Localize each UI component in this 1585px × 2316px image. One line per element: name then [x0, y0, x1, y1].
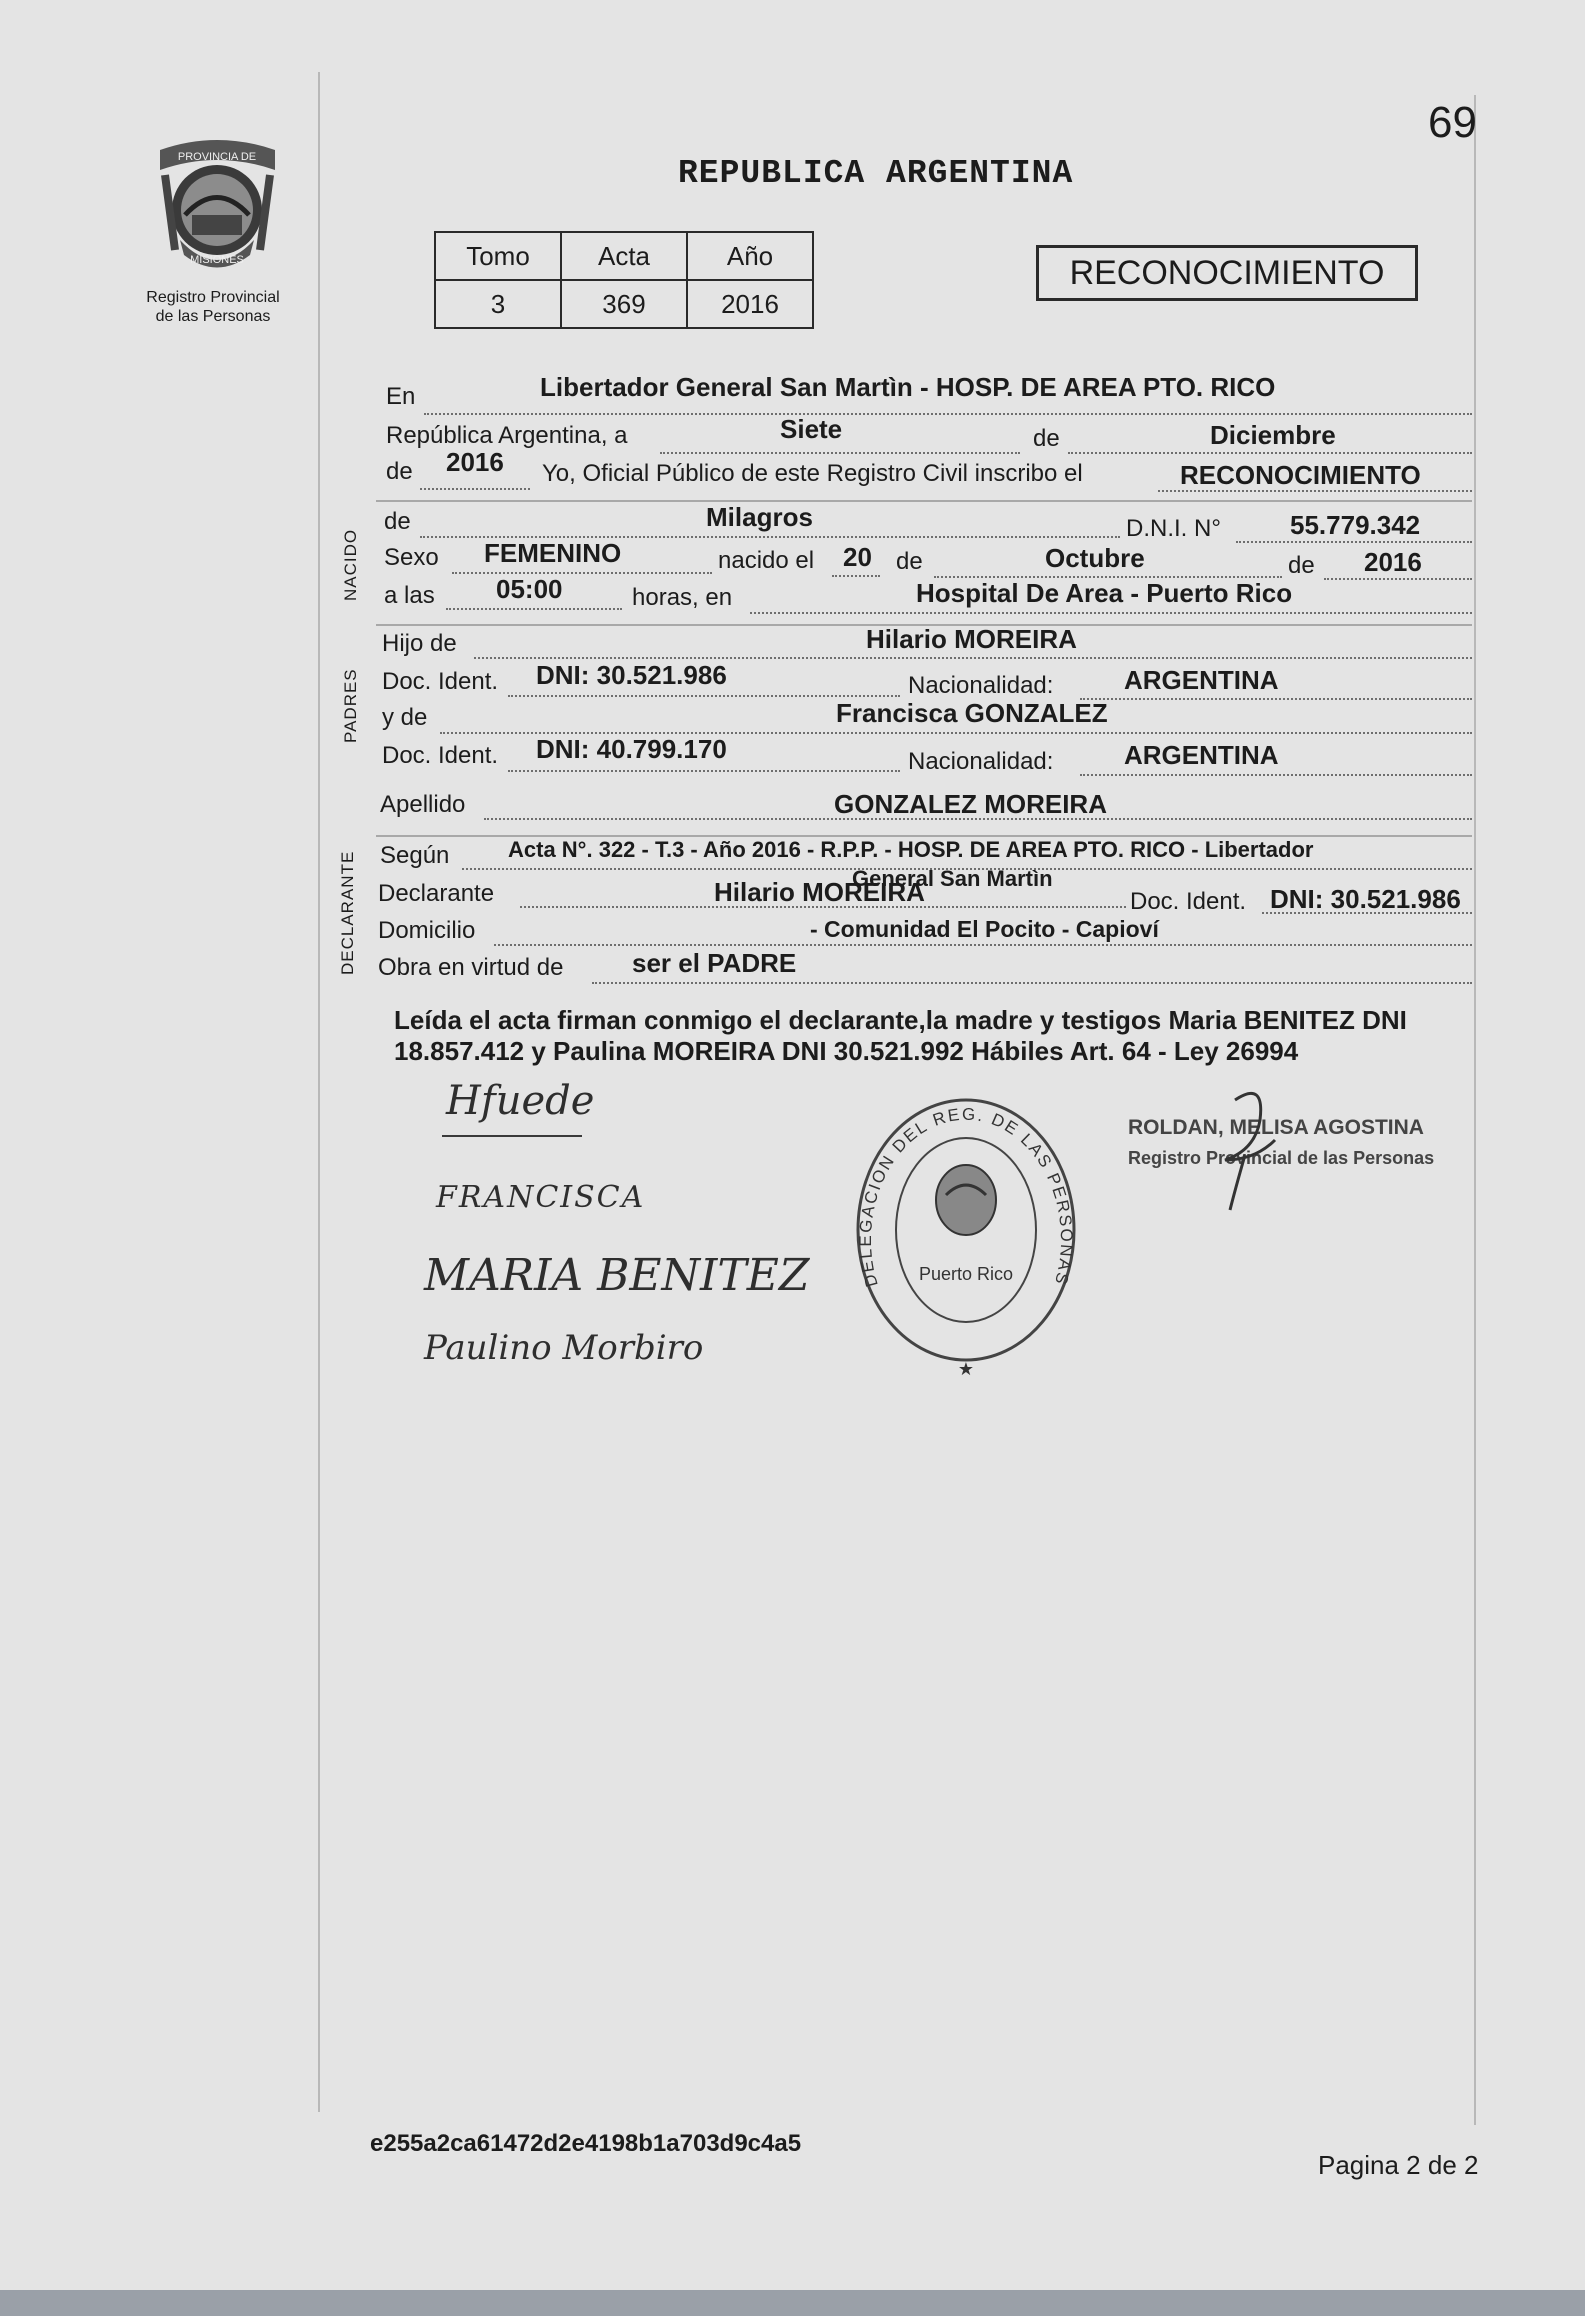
- registry-round-stamp-icon: [848, 1085, 1084, 1395]
- label-de: de: [386, 458, 413, 485]
- signature-father: Hfuede: [446, 1078, 595, 1124]
- label-nacido-el: nacido el: [718, 547, 815, 574]
- label-a-las: a las: [384, 582, 435, 609]
- field-dni: 55.779.342: [1290, 510, 1421, 540]
- section-label-declarante: DECLARANTE: [338, 850, 357, 975]
- label-declarante: Declarante: [378, 880, 495, 907]
- field-father-name: Hilario MOREIRA: [866, 624, 1077, 654]
- fill-line: [424, 413, 1472, 415]
- fill-line: [508, 695, 900, 697]
- field-father-doc: DNI: 30.521.986: [536, 660, 727, 690]
- label-nacionalidad: Nacionalidad:: [908, 672, 1054, 699]
- fill-line: [420, 488, 530, 490]
- field-year: 2016: [446, 447, 504, 477]
- registry-caption-line2: de las Personas: [155, 308, 271, 325]
- fill-line: [660, 452, 1020, 454]
- provincia-seal-icon: [150, 130, 285, 285]
- label-hijo-de: Hijo de: [382, 630, 457, 657]
- registry-caption-line1: Registro Provincial: [146, 289, 280, 306]
- fill-line: [750, 612, 1472, 614]
- record-table-value-row: [435, 280, 813, 328]
- official-name: ROLDAN, MELISA AGOSTINA: [1128, 1116, 1424, 1139]
- fill-line: [508, 770, 900, 772]
- label-dni: D.N.I. N°: [1126, 515, 1221, 542]
- fill-line: [1080, 774, 1472, 776]
- label-de: de: [1033, 425, 1060, 452]
- field-declarant: Hilario MOREIRA: [714, 877, 925, 907]
- field-sex: FEMENINO: [484, 538, 622, 568]
- country-title: REPUBLICA ARGENTINA: [678, 155, 1074, 192]
- official-seal: [848, 1085, 1084, 1395]
- field-month: Diciembre: [1210, 420, 1336, 450]
- act-type-box: RECONOCIMIENTO: [1036, 245, 1418, 301]
- fill-line: [592, 982, 1472, 984]
- fill-line: [474, 657, 1472, 659]
- section-label-nacido: NACIDO: [341, 528, 360, 601]
- field-day: Siete: [780, 414, 843, 444]
- field-birth-month: Octubre: [1045, 543, 1145, 573]
- field-name: Milagros: [706, 502, 813, 532]
- field-according-to-continued: General San Martìn: [852, 866, 1053, 891]
- svg-text:MISIONES: MISIONES: [190, 254, 244, 266]
- label-doc-ident: Doc. Ident.: [382, 668, 499, 695]
- field-birth-year: 2016: [1364, 547, 1422, 577]
- separator-line: [376, 500, 1472, 502]
- record-header-acta: Acta: [561, 232, 687, 280]
- fill-line: [1068, 452, 1472, 454]
- record-value-tomo: 3: [435, 280, 561, 328]
- fill-line: [1080, 698, 1472, 700]
- seal-outer-text: DELEGACION DEL REG. DE LAS PERSONAS: [855, 1104, 1077, 1290]
- svg-text:PROVINCIA DE: PROVINCIA DE: [177, 151, 257, 163]
- page-number: 69: [1428, 98, 1477, 147]
- label-doc-ident: Doc. Ident.: [1130, 888, 1247, 915]
- field-capacity: ser el PADRE: [632, 948, 797, 978]
- signature-witness-2: Paulino Morbiro: [424, 1328, 704, 1368]
- field-hour: 05:00: [496, 574, 563, 604]
- label-apellido: Apellido: [380, 791, 466, 818]
- record-table-header-row: [435, 232, 813, 280]
- label-de: de: [1288, 552, 1315, 579]
- field-mother-name: Francisca GONZALEZ: [836, 698, 1108, 728]
- record-table: [434, 231, 814, 329]
- record-header-anio: Año: [687, 232, 813, 280]
- label-nacionalidad: Nacionalidad:: [908, 748, 1054, 775]
- remarks-paragraph: Leída el acta firman conmigo el declarante,la madre y testigos Maria BENITEZ DNI 18.857.412 y Paulina MOREIRA DNI 30.521.992 Hábiles Art. 64 - Ley 26994: [394, 1005, 1407, 1066]
- seal-inner-text: Puerto Rico: [918, 1264, 1014, 1284]
- svg-text:★: ★: [957, 1359, 975, 1379]
- pagination: Pagina 2 de 2: [1318, 2150, 1479, 2180]
- fill-line: [452, 572, 712, 574]
- record-header-tomo: Tomo: [435, 232, 561, 280]
- label-republica: República Argentina, a: [386, 422, 628, 449]
- label-y-de: y de: [382, 704, 428, 731]
- field-place: Libertador General San Martìn - HOSP. DE AREA PTO. RICO: [540, 372, 1276, 402]
- field-act: RECONOCIMIENTO: [1180, 460, 1421, 490]
- field-father-nationality: ARGENTINA: [1124, 665, 1279, 695]
- signature-underline: [442, 1135, 582, 1137]
- fill-line: [494, 944, 1472, 946]
- field-mother-nationality: ARGENTINA: [1124, 740, 1279, 770]
- label-doc-ident: Doc. Ident.: [382, 742, 499, 769]
- field-declarant-doc: DNI: 30.521.986: [1270, 884, 1461, 914]
- field-birth-place: Hospital De Area - Puerto Rico: [916, 578, 1293, 608]
- left-margin-line: [318, 72, 320, 2112]
- label-segun: Según: [380, 842, 450, 869]
- record-value-anio: 2016: [687, 280, 813, 328]
- record-value-acta: 369: [561, 280, 687, 328]
- label-horas-en: horas, en: [632, 584, 733, 611]
- official-office: Registro Provincial de las Personas: [1128, 1148, 1435, 1168]
- label-domicilio: Domicilio: [378, 917, 476, 944]
- label-sexo: Sexo: [384, 544, 439, 571]
- signature-witness-1: MARIA BENITEZ: [424, 1250, 810, 1301]
- province-emblem: [150, 130, 285, 285]
- right-margin-line: [1474, 95, 1476, 2125]
- fill-line: [1324, 578, 1472, 580]
- label-en: En: [386, 383, 416, 410]
- fill-line: [832, 575, 880, 577]
- fill-line: [446, 608, 622, 610]
- scanner-edge: [0, 2290, 1585, 2316]
- field-surname: GONZALEZ MOREIRA: [834, 789, 1107, 819]
- field-mother-doc: DNI: 40.799.170: [536, 734, 727, 764]
- registry-caption: [118, 288, 308, 326]
- field-address: - Comunidad El Pocito - Capioví: [810, 916, 1159, 942]
- signature-mother: FRANCISCA: [436, 1180, 646, 1215]
- label-de: de: [896, 548, 923, 575]
- official-signature-stroke: [1215, 1080, 1295, 1220]
- field-according-to: Acta N°. 322 - T.3 - Año 2016 - R.P.P. - HOSP. DE AREA PTO. RICO - Libertador: [508, 837, 1314, 862]
- label-de: de: [384, 508, 411, 535]
- label-obra: Obra en virtud de: [378, 954, 564, 981]
- field-birth-day: 20: [843, 542, 872, 572]
- label-yo-oficial: Yo, Oficial Público de este Registro Civil inscribo el: [542, 460, 1083, 487]
- fill-line: [1236, 541, 1472, 543]
- section-label-padres: PADRES: [341, 668, 360, 743]
- document-hash: e255a2ca61472d2e4198b1a703d9c4a5: [370, 2130, 802, 2157]
